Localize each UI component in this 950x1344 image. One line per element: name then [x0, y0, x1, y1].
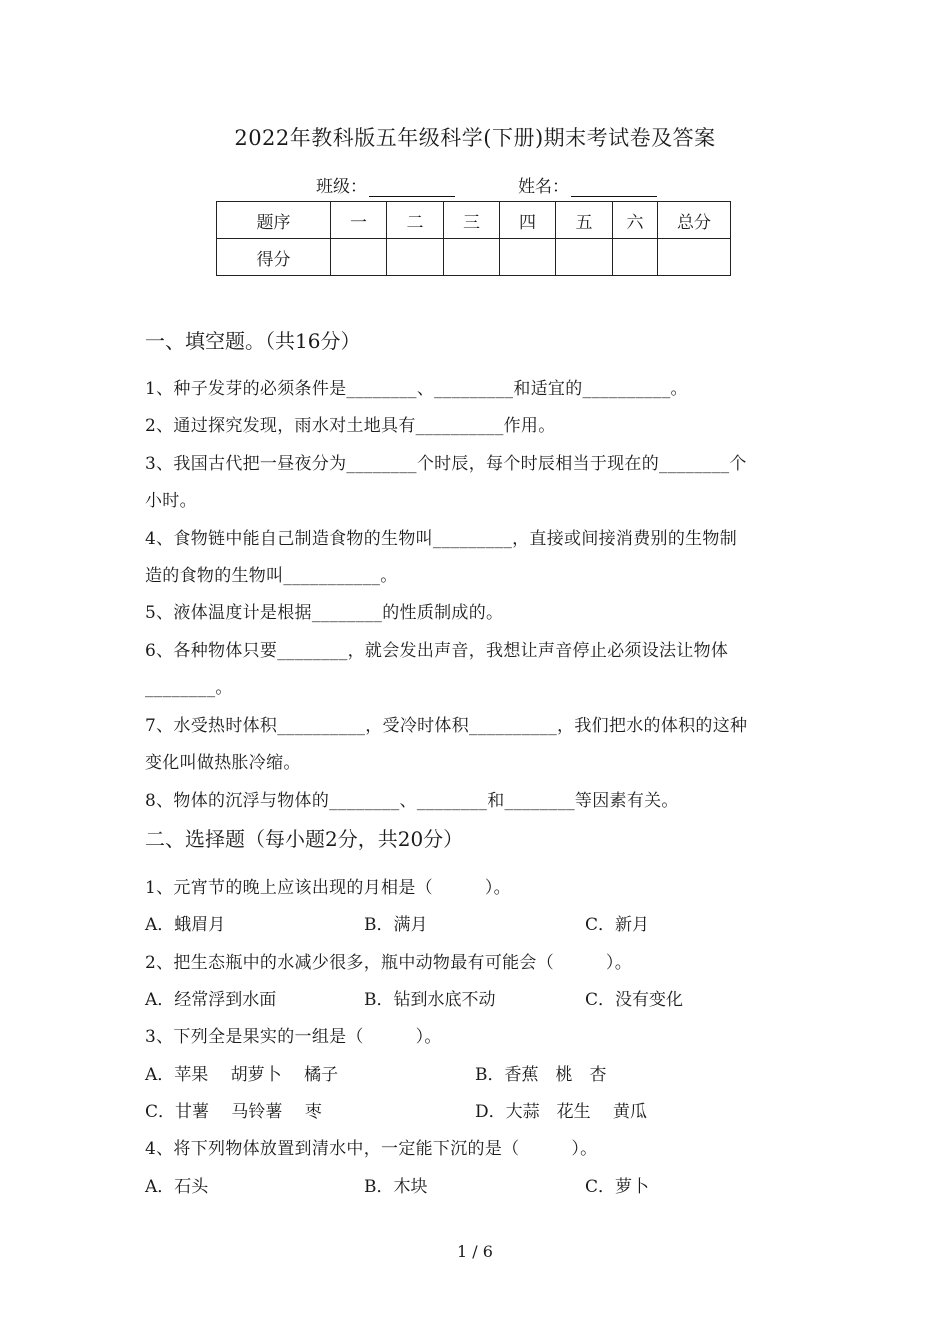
option-a: A．苹果 胡萝卜 橘子 [145, 1065, 339, 1085]
score-table-header-row [217, 202, 731, 239]
option-b: B．木块 [364, 1177, 428, 1197]
option-a: A．蛾眉月 [145, 915, 226, 935]
choice-question-stem: 1、元宵节的晚上应该出现的月相是（ ）。 [145, 878, 511, 898]
option-c: C．萝卜 [585, 1177, 650, 1197]
fill-question-line: 5、液体温度计是根据________的性质制成的。 [145, 603, 504, 623]
header-cell-5: 五 [556, 202, 613, 239]
option-a: A．石头 [145, 1177, 209, 1197]
fill-question-line: 4、食物链中能自己制造食物的生物叫_________，直接或间接消费别的生物制 [145, 529, 738, 549]
section-1-heading: 一、填空题。（共16分） [145, 329, 361, 353]
option-a: A．经常浮到水面 [145, 990, 277, 1010]
name-label: 姓名： [518, 177, 569, 197]
score-cell [387, 239, 444, 276]
score-cell [500, 239, 556, 276]
score-row-label: 得分 [217, 239, 331, 276]
class-blank [369, 178, 455, 197]
fill-question-line: 7、水受热时体积__________，受冷时体积__________，我们把水的体积的这种 [145, 716, 748, 736]
header-cell-total: 总分 [658, 202, 731, 239]
choice-question-stem: 3、下列全是果实的一组是（ ）。 [145, 1027, 442, 1047]
choice-question-stem: 2、把生态瓶中的水减少很多，瓶中动物最有可能会（ ）。 [145, 953, 633, 973]
class-label: 班级： [316, 177, 367, 197]
option-d: D．大蒜 花生 黄瓜 [475, 1102, 648, 1122]
header-cell-6: 六 [613, 202, 658, 239]
fill-question-line: 变化叫做热胀冷缩。 [145, 753, 301, 773]
score-cell [658, 239, 731, 276]
page-title: 2022年教科版五年级科学(下册)期末考试卷及答案 [234, 126, 716, 150]
score-cell [444, 239, 500, 276]
header-cell-order: 题序 [217, 202, 331, 239]
option-c: C．新月 [585, 915, 650, 935]
fill-question-line: 6、各种物体只要________，就会发出声音，我想让声音停止必须设法让物体 [145, 641, 729, 661]
fill-question-line: 8、物体的沉浮与物体的________、________和________等因素有关。 [145, 791, 679, 811]
option-c: C．没有变化 [585, 990, 684, 1010]
header-cell-1: 一 [331, 202, 387, 239]
header-cell-4: 四 [500, 202, 556, 239]
fill-question-line: 造的食物的生物叫___________。 [145, 566, 398, 586]
fill-question-line: ________。 [145, 678, 233, 698]
option-b: B．满月 [364, 915, 428, 935]
score-cell [331, 239, 387, 276]
option-b: B．香蕉 桃 杏 [475, 1065, 607, 1085]
option-c: C．甘薯 马铃薯 枣 [145, 1102, 322, 1122]
name-blank [571, 178, 657, 197]
score-cell [556, 239, 613, 276]
section-2-heading: 二、选择题（每小题2分，共20分） [145, 827, 464, 851]
score-table-score-row [217, 239, 731, 276]
fill-question-line: 1、种子发芽的必须条件是________、_________和适宜的__________。 [145, 379, 688, 399]
page-number: 1 / 6 [457, 1242, 493, 1261]
fill-question-line: 3、我国古代把一昼夜分为________个时辰，每个时辰相当于现在的________个 [145, 454, 747, 474]
name-field [518, 172, 657, 197]
score-cell [613, 239, 658, 276]
class-field [316, 172, 455, 197]
choice-question-stem: 4、将下列物体放置到清水中，一定能下沉的是（ ）。 [145, 1139, 598, 1159]
fill-question-line: 小时。 [145, 491, 197, 511]
score-table [216, 201, 731, 276]
header-cell-3: 三 [444, 202, 500, 239]
fill-question-line: 2、通过探究发现，雨水对土地具有__________作用。 [145, 416, 556, 436]
option-b: B．钻到水底不动 [364, 990, 496, 1010]
header-cell-2: 二 [387, 202, 444, 239]
